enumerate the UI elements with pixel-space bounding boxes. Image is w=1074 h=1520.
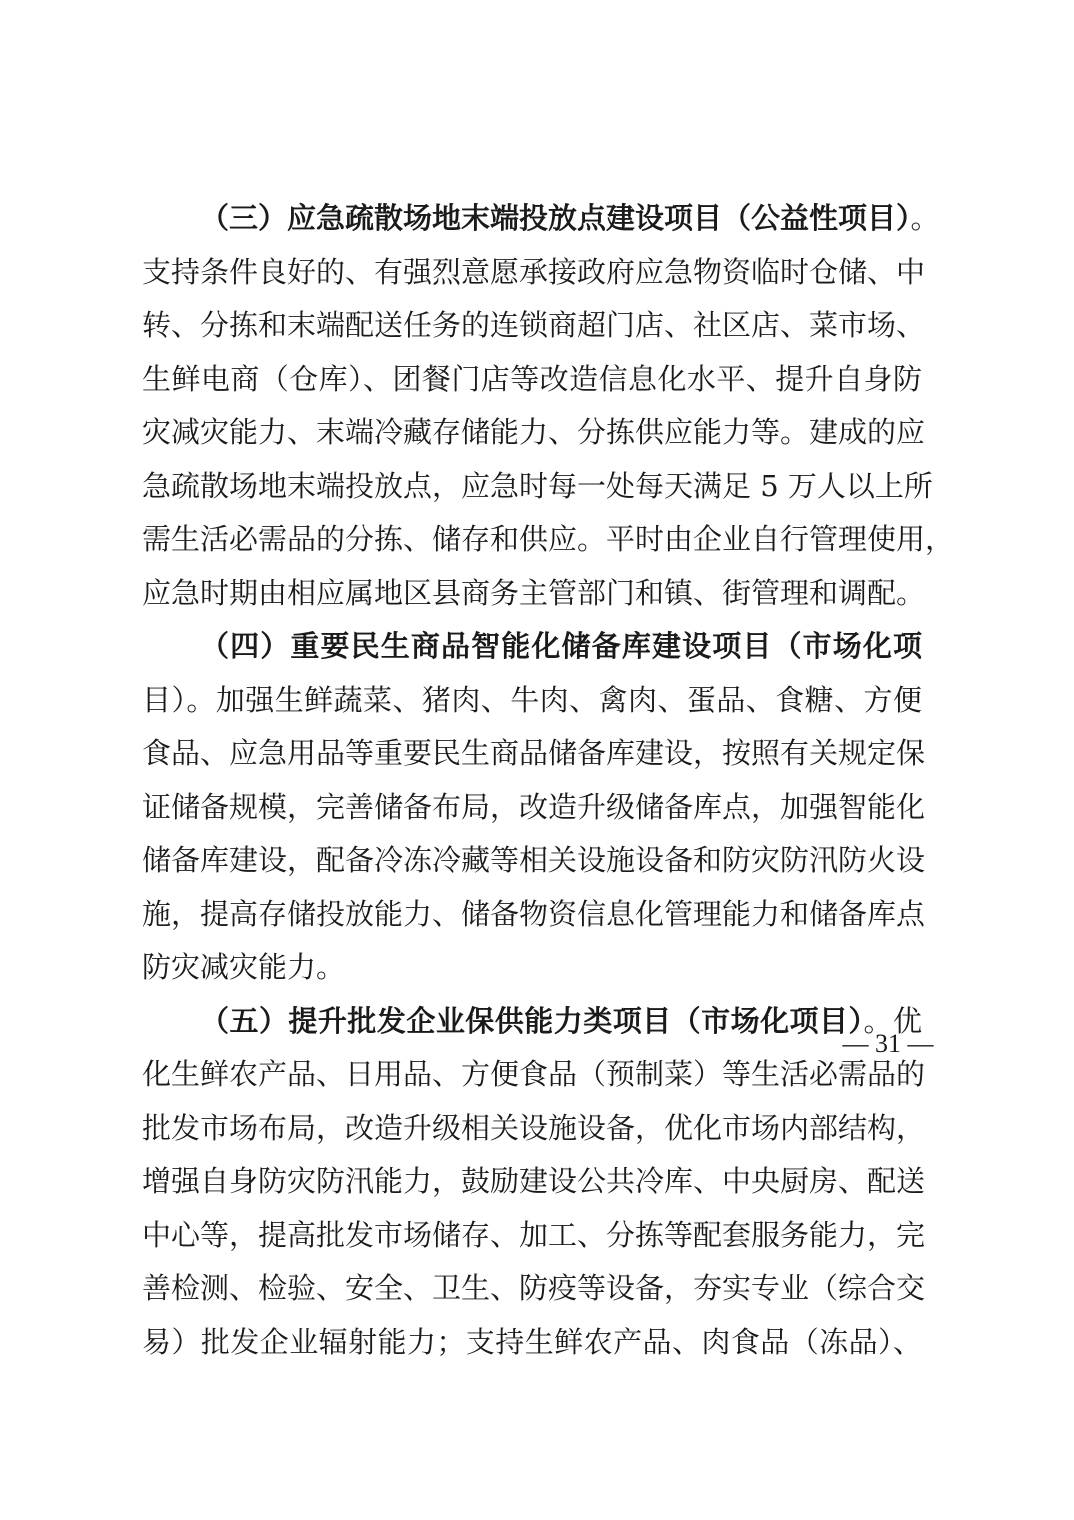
paragraph-2-line-2: 目）。加强生鲜蔬菜、猪肉、牛肉、禽肉、蛋品、食糖、方便 (142, 682, 922, 717)
paragraph-1-line-2: 支持条件良好的、有强烈意愿承接政府应急物资临时仓储、中 (142, 254, 926, 289)
page-number: — 31 — (842, 1029, 934, 1058)
paragraph-2-heading: （四）重要民生商品智能化储备库建设项目（市场化项 (200, 629, 922, 663)
paragraph-3-line-6: 善检测、检验、安全、卫生、防疫等设备，夯实专业（综合交 (142, 1271, 926, 1305)
paragraph-2-line-5: 储备库建设，配备冷冻冷藏等相关设施设备和防灾防汛防火设 (142, 843, 926, 877)
paragraph-3-line-3: 批发市场布局，改造升级相关设施设备，优化市场内部结构， (142, 1110, 926, 1145)
paragraph-3-heading: （五）提升批发企业保供能力类项目（市场化项目） (200, 1003, 864, 1038)
paragraph-2-line-3: 食品、应急用品等重要民生商品储备库建设，按照有关规定保 (142, 736, 926, 770)
paragraph-3-line-1 (142, 995, 922, 1049)
paragraph-3-line-7: 易）批发企业辐射能力；支持生鲜农产品、肉食品（冻品）、 (142, 1324, 922, 1359)
paragraph-1-line-8: 应急时期由相应属地区县商务主管部门和镇、街管理和调配。 (142, 575, 926, 610)
paragraph-1-line-3: 转、分拣和末端配送任务的连锁商超门店、社区店、菜市场、 (142, 308, 926, 342)
paragraph-1-line-5: 灾减灾能力、末端冷藏存储能力、分拣供应能力等。建成的应 (142, 415, 926, 449)
paragraph-3-text-1: 。优 (863, 1003, 922, 1038)
paragraph-1-line-4: 生鲜电商（仓库）、团餐门店等改造信息化水平、提升自身防 (142, 361, 922, 396)
paragraph-1-line-7: 需生活必需品的分拣、储存和供应。平时由企业自行管理使用， (142, 522, 955, 556)
paragraph-1-text-1: 。 (910, 201, 940, 235)
paragraph-2-line-4: 证储备规模，完善储备布局，改造升级储备库点，加强智能化 (142, 789, 926, 824)
paragraph-2-line-6: 施，提高存储投放能力、储备物资信息化管理能力和储备库点 (142, 896, 926, 931)
body-text (142, 192, 955, 1369)
paragraph-1-line-6: 急疏散场地末端投放点，应急时每一处每天满足 5 万人以上所 (142, 468, 933, 503)
paragraph-3-line-4: 增强自身防灾防汛能力，鼓励建设公共冷库、中央厨房、配送 (142, 1164, 926, 1198)
paragraph-2-line-1 (142, 620, 922, 674)
paragraph-1-heading: （三）应急疏散场地末端投放点建设项目（公益性项目） (200, 201, 911, 235)
paragraph-2-line-7: 防灾减灾能力。 (142, 950, 346, 984)
paragraph-3-line-5: 中心等，提高批发市场储存、加工、分拣等配套服务能力，完 (142, 1217, 926, 1252)
paragraph-1-line-1 (142, 192, 940, 246)
paragraph-3-line-2: 化生鲜农产品、日用品、方便食品（预制菜）等生活必需品的 (142, 1057, 926, 1091)
